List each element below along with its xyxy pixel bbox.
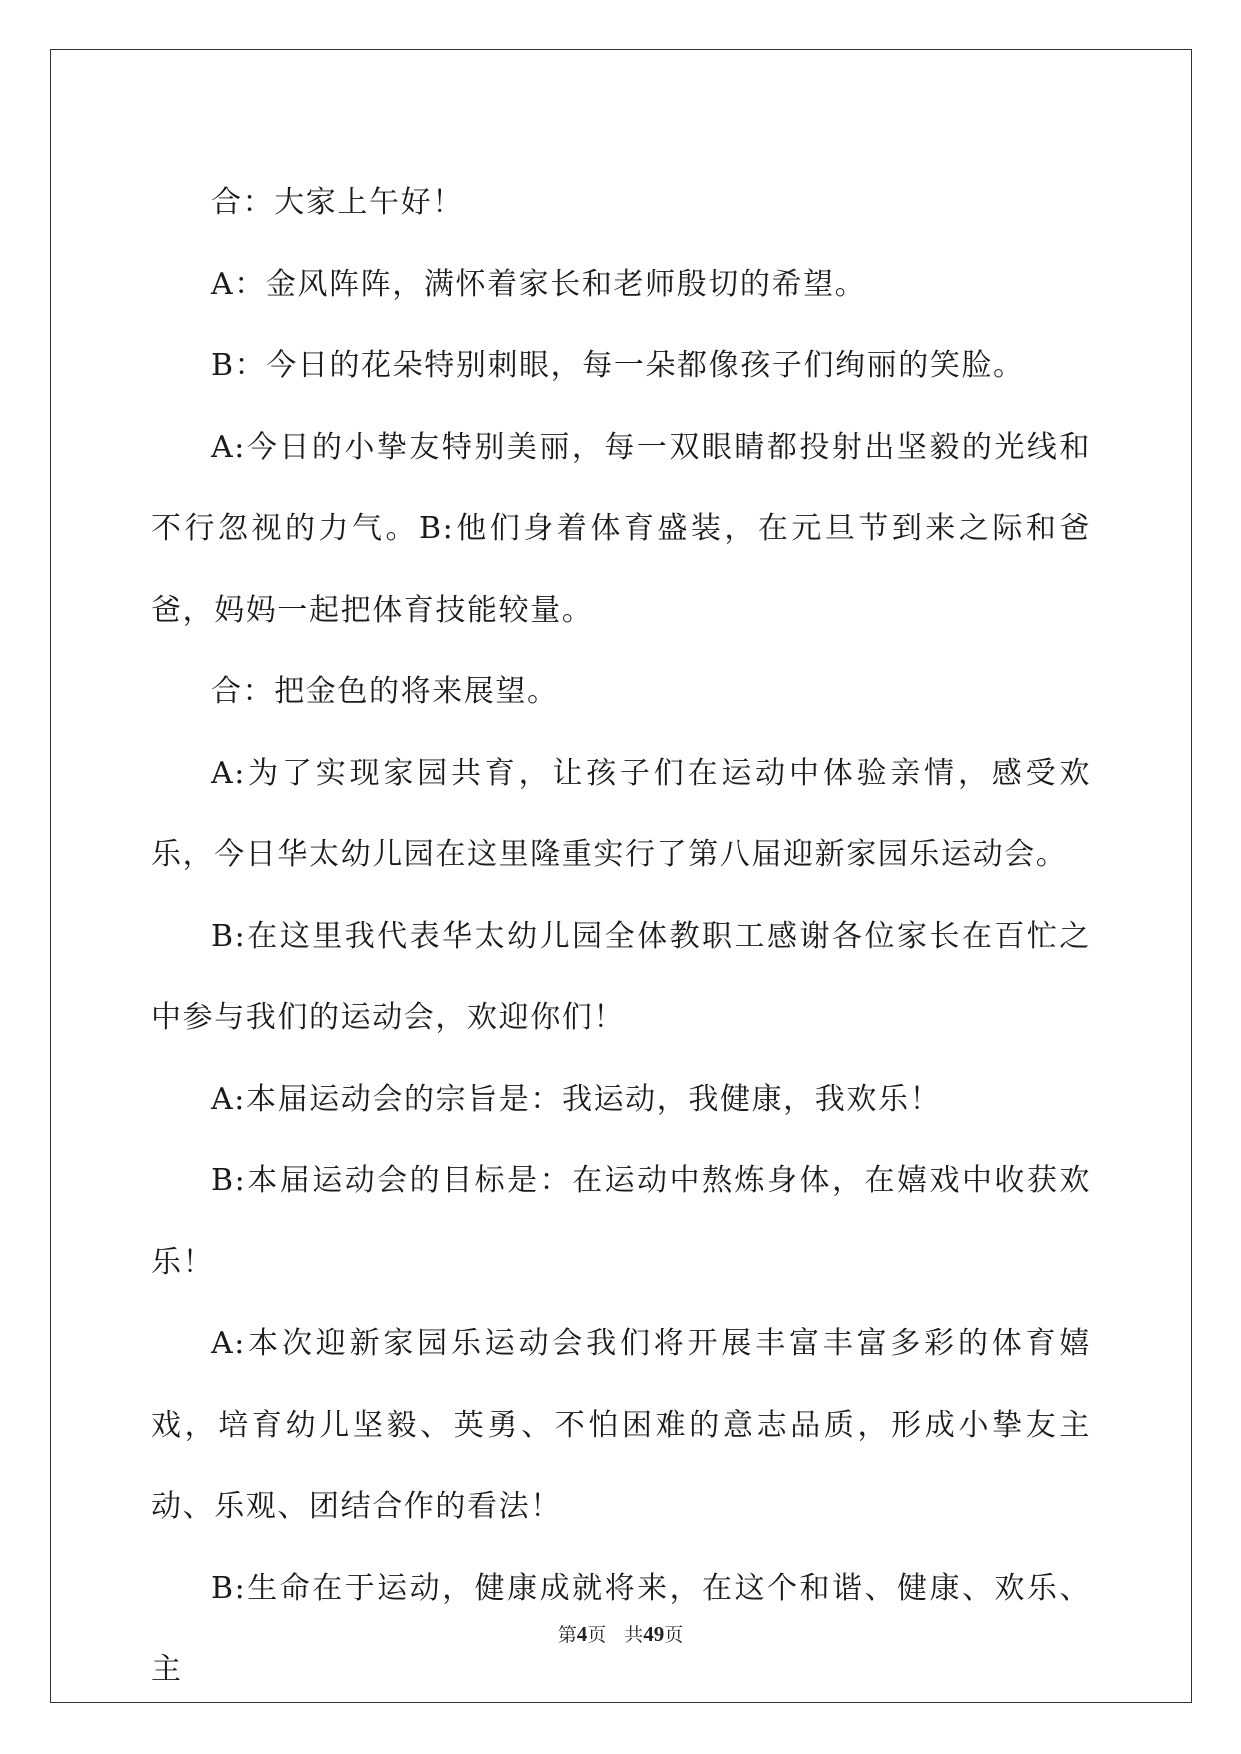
footer-page-suffix: 页 [587, 1624, 607, 1646]
paragraph: A:本次迎新家园乐运动会我们将开展丰富丰富多彩的体育嬉戏，培育幼儿坚毅、英勇、不怕困难的意志品质，形成小挚友主动、乐观、团结合作的看法！ [151, 1326, 1091, 1524]
paragraph: 合：大家上午好！ [211, 185, 464, 220]
footer-page-prefix: 第 [557, 1624, 577, 1646]
footer-page-number: 4 [576, 1622, 588, 1646]
footer-total-prefix: 共 [624, 1624, 644, 1646]
paragraph: B:本届运动会的目标是：在运动中熬炼身体，在嬉戏中收获欢乐！ [151, 1163, 1091, 1280]
document-body [151, 162, 1091, 1711]
paragraph: A:今日的小挚友特别美丽，每一双眼睛都投射出坚毅的光线和不行忽视的力气。B:他们身着体育盛装，在元旦节到来之际和爸爸，妈妈一起把体育技能较量。 [151, 429, 1091, 628]
footer-total-pages: 49 [643, 1622, 665, 1646]
paragraph: A:本届运动会的宗旨是：我运动，我健康，我欢乐！ [211, 1081, 942, 1117]
paragraph: A：金风阵阵，满怀着家长和老师殷切的希望。 [211, 266, 867, 302]
paragraph: 合：把金色的将来展望。 [211, 674, 559, 709]
footer-total-suffix: 页 [664, 1624, 684, 1646]
paragraph: A:为了实现家园共育，让孩子们在运动中体验亲情，感受欢乐，今日华太幼儿园在这里隆重实行了第八届迎新家园乐运动会。 [151, 755, 1091, 872]
paragraph: B:生命在于运动，健康成就将来，在这个和谐、健康、欢乐、主 [151, 1570, 1091, 1687]
paragraph: B：今日的花朵特别刺眼，每一朵都像孩子们绚丽的笑脸。 [211, 348, 1025, 383]
page-footer [0, 1620, 1241, 1647]
paragraph: B:在这里我代表华太幼儿园全体教职工感谢各位家长在百忙之中参与我们的运动会，欢迎你们！ [151, 918, 1091, 1035]
